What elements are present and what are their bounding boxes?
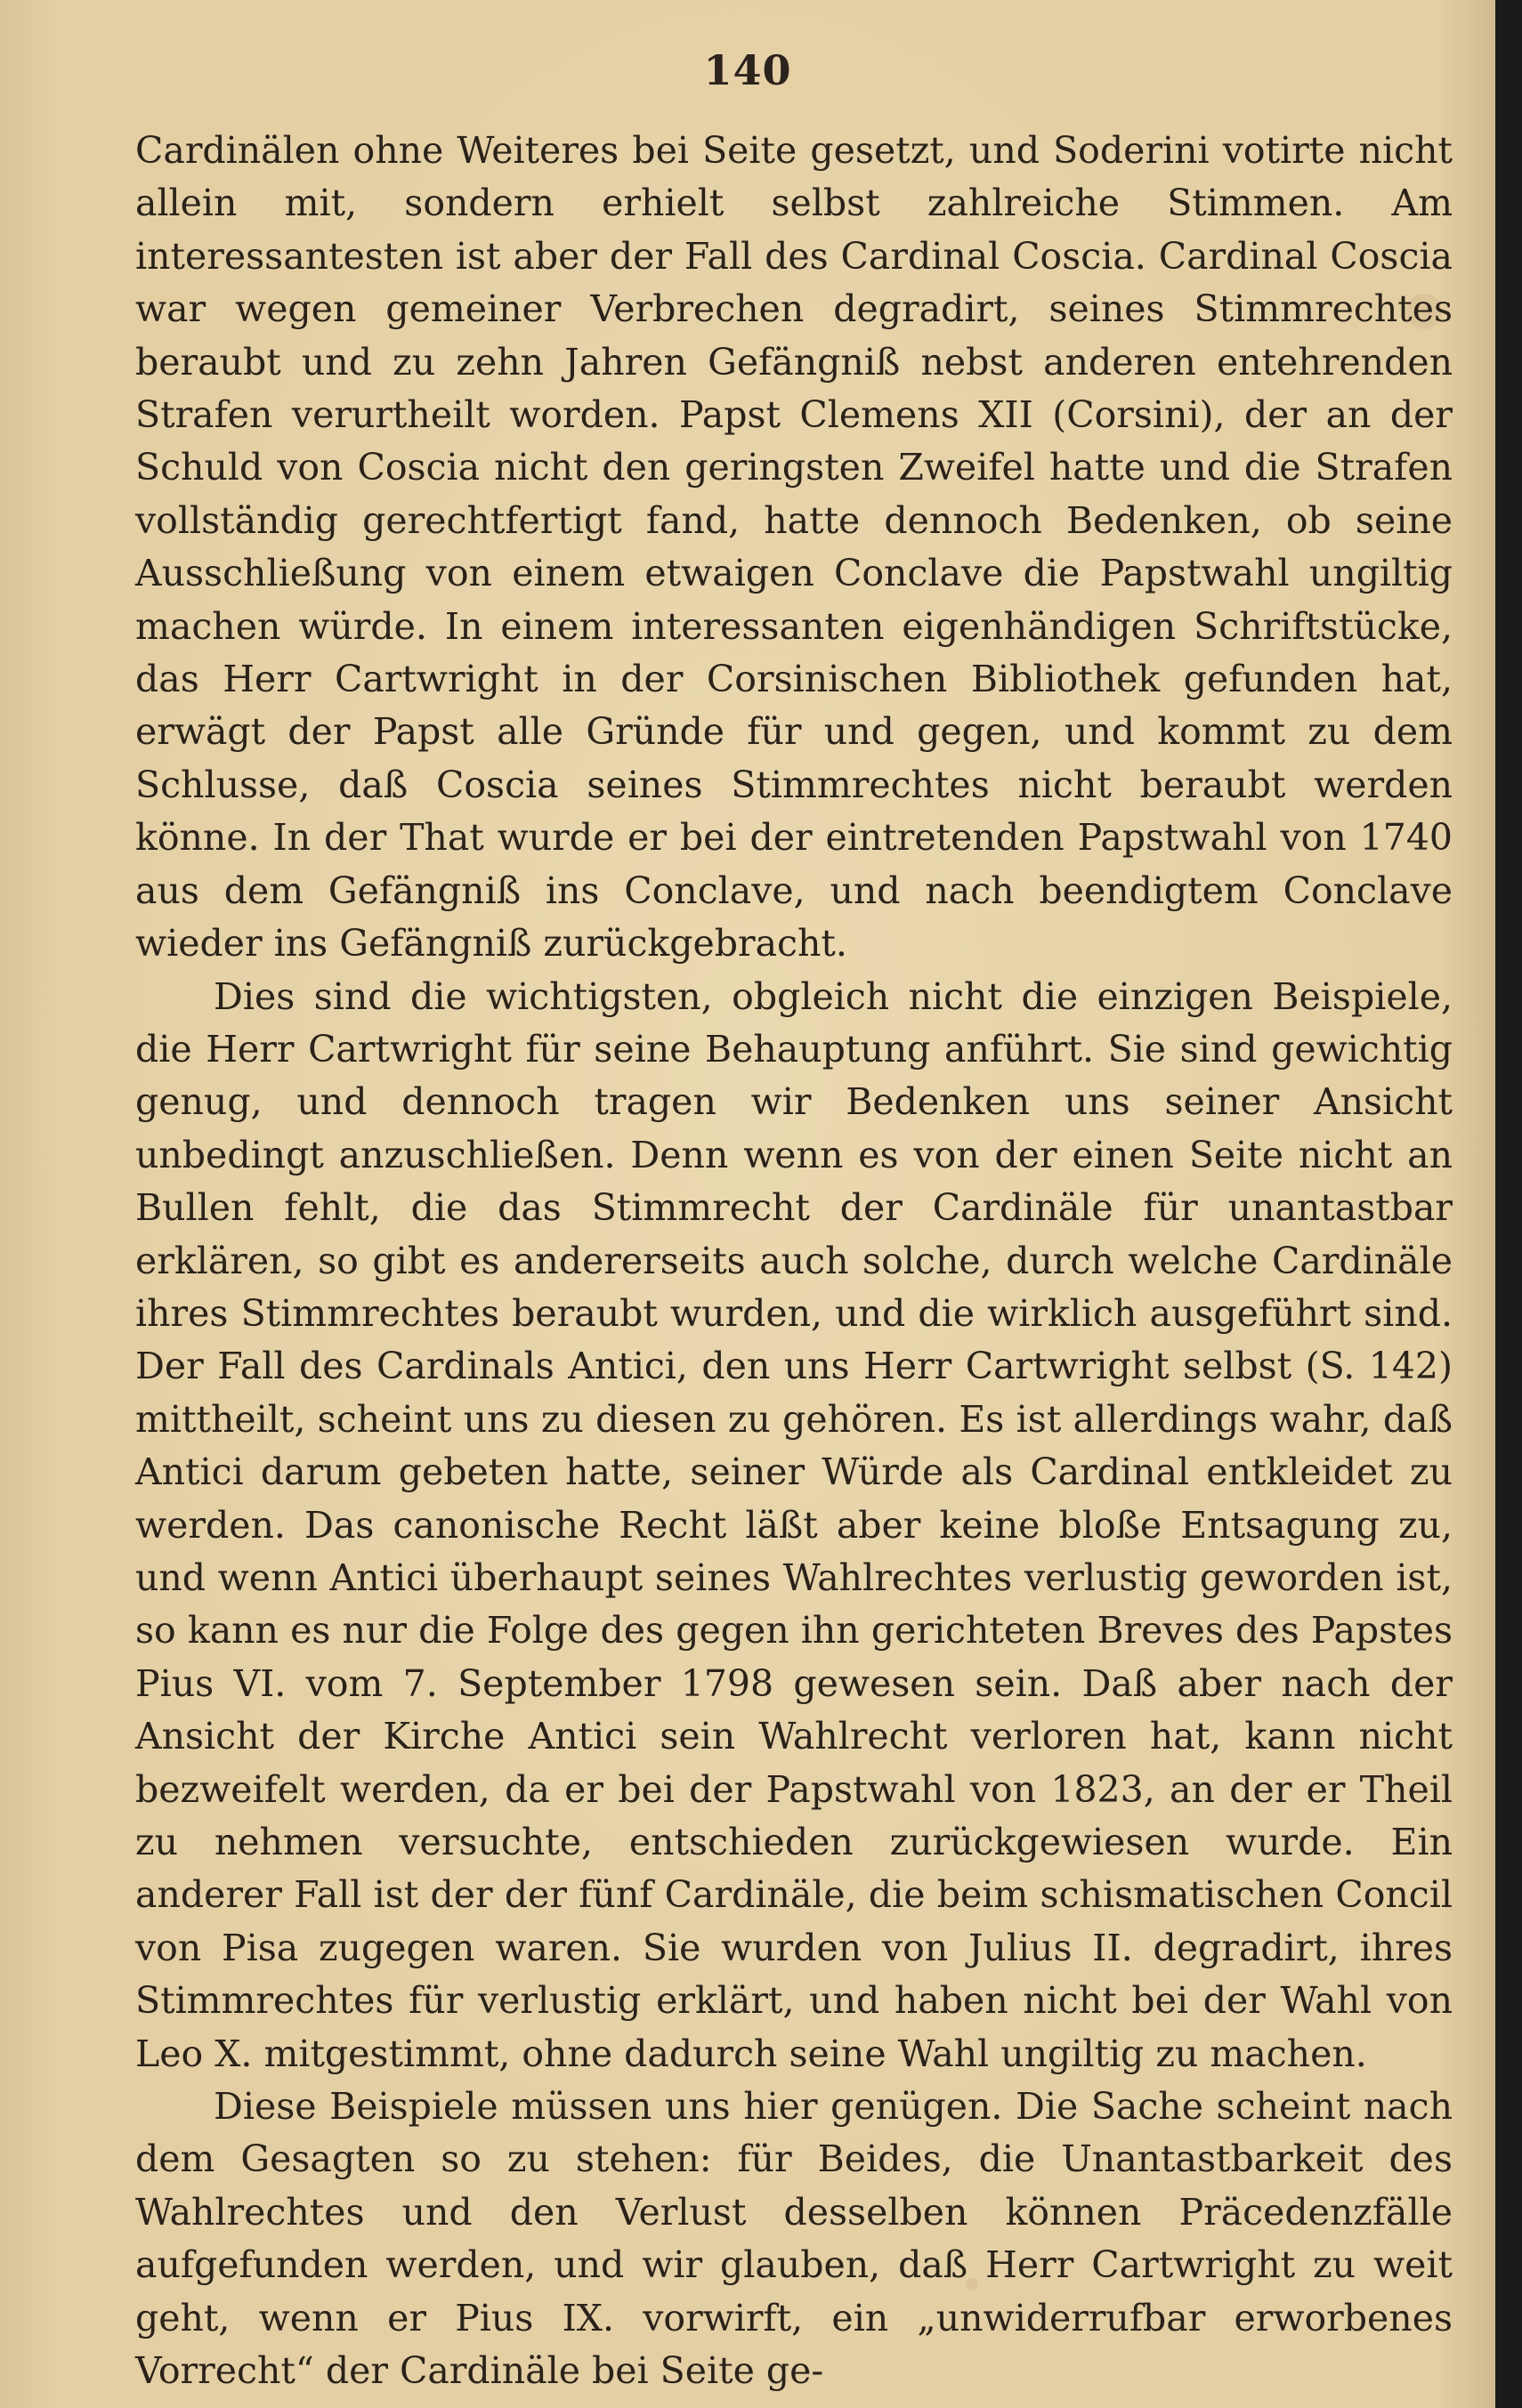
body-text — [135, 125, 1453, 2397]
page-number: 140 — [703, 46, 792, 94]
scan-edge — [1495, 0, 1522, 2408]
paragraph: Diese Beispiele müssen uns hier genügen. Die Sache scheint nach dem Gesagten so zu stehen: für Beides, die Unantastbarkeit des Wahlrechtes und den Verlust desselben können Präcedenzfälle aufgefunden werden, und wir glauben, daß Herr Cartwright zu weit geht, wenn er Pius IX. vorwirft, ein „unwiderrufbar erworbenes Vorrecht“ der Cardinäle bei Seite ge- — [135, 2085, 1453, 2393]
paragraph: Cardinälen ohne Weiteres bei Seite gesetzt, und Soderini votirte nicht allein mit, sondern erhielt selbst zahlreiche Stimmen. Am interessantesten ist aber der Fall des Cardinal Coscia. Cardinal Coscia war wegen gemeiner Verbrechen degradirt, seines Stimmrechtes beraubt und zu zehn Jahren Gefängniß nebst anderen entehrenden Strafen verurtheilt worden. Papst Clemens XII (Corsini), der an der Schuld von Coscia nicht den geringsten Zweifel hatte und die Strafen vollständig gerechtfertigt fand, hatte dennoch Bedenken, ob seine Ausschließung von einem etwaigen Conclave die Papstwahl ungiltig machen würde. In einem interessanten eigenhändigen Schriftstücke, das Herr Cartwright in der Corsinischen Bibliothek gefunden hat, erwägt der Papst alle Gründe für und gegen, und kommt zu dem Schlusse, daß Coscia seines Stimmrechtes nicht beraubt werden könne. In der That wurde er bei der eintretenden Papstwahl von 1740 aus dem Gefängniß ins Conclave, und nach beendigtem Conclave wieder ins Gefängniß zurückgebracht. — [135, 129, 1453, 966]
paragraph: Dies sind die wichtigsten, obgleich nicht die einzigen Beispiele, die Herr Cartwright für seine Behauptung anführt. Sie sind gewichtig genug, und dennoch tragen wir Bedenken uns seiner Ansicht unbedingt anzuschließen. Denn wenn es von der einen Seite nicht an Bullen fehlt, die das Stimmrecht der Cardinäle für unantastbar erklären, so gibt es andererseits auch solche, durch welche Cardinäle ihres Stimmrechtes beraubt wurden, und die wirklich ausgeführt sind. Der Fall des Cardinals Antici, den uns Herr Cartwright selbst (S. 142) mittheilt, scheint uns zu diesen zu gehören. Es ist allerdings wahr, daß Antici darum gebeten hatte, seiner Würde als Cardinal entkleidet zu werden. Das canonische Recht läßt aber keine bloße Entsagung zu, und wenn Antici überhaupt seines Wahlrechtes verlustig geworden ist, so kann es nur die Folge des gegen ihn gerichteten Breves des Papstes Pius VI. vom 7. September 1798 gewesen sein. Daß aber nach der Ansicht der Kirche Antici sein Wahlrecht verloren hat, kann nicht bezweifelt werden, da er bei der Papstwahl von 1823, an der er Theil zu nehmen versuchte, entschieden zurückgewiesen wurde. Ein anderer Fall ist der der fünf Cardinäle, die beim schismatischen Concil von Pisa zugegen waren. Sie wurden von Julius II. degradirt, ihres Stimmrechtes für verlustig erklärt, und haben nicht bei der Wahl von Leo X. mitgestimmt, ohne dadurch seine Wahl ungiltig zu machen. — [135, 974, 1453, 2075]
